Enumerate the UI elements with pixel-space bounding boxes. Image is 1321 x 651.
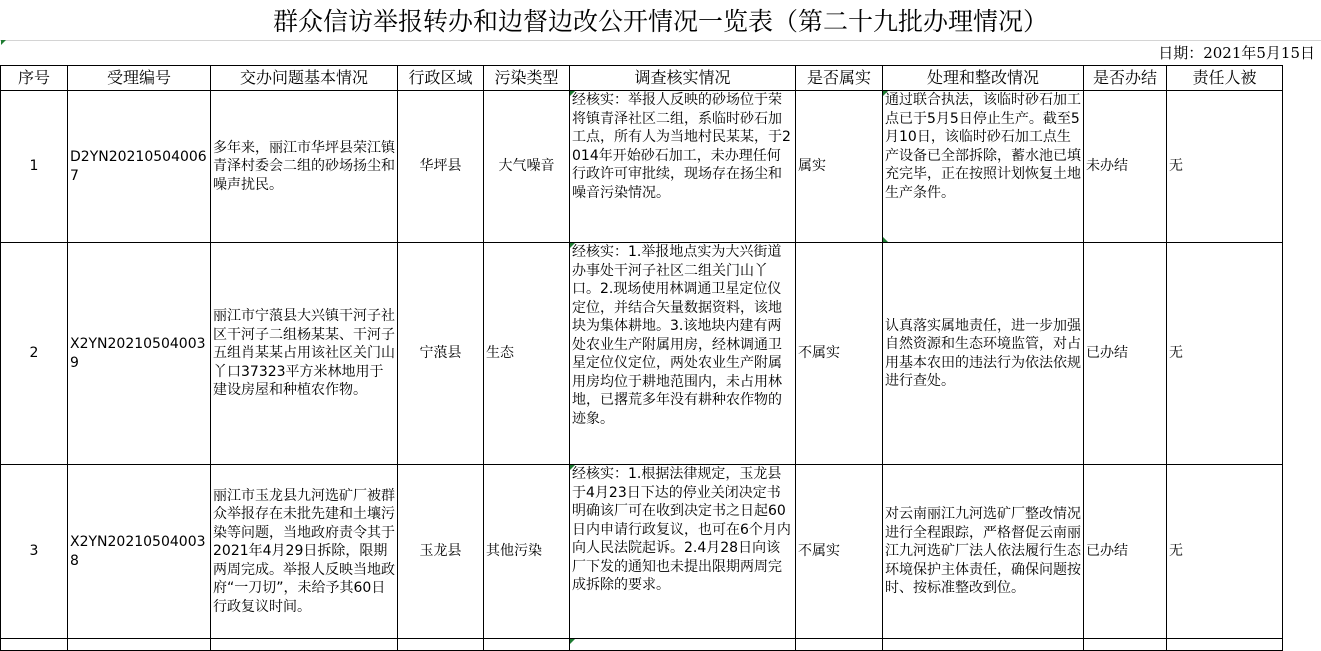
cell-code[interactable]: X2YN202105040039	[68, 243, 211, 465]
cell-comment-marker	[883, 237, 888, 242]
cell-handling-text: 通过联合执法，该临时砂石加工点已于5月5日停止生产。截至5月10日，该临时砂石加工点生产设备已全部拆除，蓄水池已填充完毕，正在按照计划恢复土地生产条件。	[885, 92, 1081, 201]
cell-empty[interactable]	[570, 639, 796, 651]
cell-issue[interactable]: 丽江市宁蒗县大兴镇干河子社区干河子二组杨某某、干河子五组肖某某占用该社区关门山丫口37323平方米林地用于建设房屋和种植农作物。	[211, 243, 398, 465]
cell-issue[interactable]: 多年来，丽江市华坪县荣江镇青泽村委会二组的砂场扬尘和噪声扰民。	[211, 91, 398, 243]
table-row	[1, 465, 1283, 639]
cell-empty[interactable]	[796, 639, 883, 651]
header-handling: 处理和整改情况	[883, 66, 1084, 91]
cell-empty[interactable]	[1084, 639, 1167, 651]
cell-empty[interactable]	[484, 639, 570, 651]
header-issue: 交办问题基本情况	[211, 66, 398, 91]
cell-empty[interactable]	[398, 639, 484, 651]
header-verified: 是否属实	[796, 66, 883, 91]
cell-investigation[interactable]	[570, 91, 796, 243]
cell-seq[interactable]: 2	[1, 243, 68, 465]
cell-accountability[interactable]: 无	[1167, 243, 1283, 465]
cell-pollution[interactable]: 生态	[484, 243, 570, 465]
cell-verified[interactable]: 不属实	[796, 243, 883, 465]
cell-empty[interactable]	[1, 639, 68, 651]
table-row	[1, 91, 1283, 243]
cell-comment-marker	[570, 91, 575, 96]
header-closed: 是否办结	[1084, 66, 1167, 91]
cell-comment-marker	[1, 40, 6, 45]
cell-code[interactable]: D2YN202105040067	[68, 91, 211, 243]
cell-pollution[interactable]: 其他污染	[484, 465, 570, 639]
header-region: 行政区域	[398, 66, 484, 91]
cell-accountability[interactable]: 无	[1167, 465, 1283, 639]
header-code: 受理编号	[68, 66, 211, 91]
cell-investigation[interactable]	[570, 243, 796, 465]
header-pollution: 污染类型	[484, 66, 570, 91]
cell-comment-marker	[570, 465, 575, 470]
cell-closed[interactable]: 已办结	[1084, 243, 1167, 465]
cell-investigation[interactable]	[570, 465, 796, 639]
cell-investigation-text: 经核实：1.举报地点实为大兴街道办事处干河子社区二组关门山丫口。2.现场使用林调通卫星定位仪定位，并结合矢量数据资料，该地块为集体耕地。3.该地块内建有两处农业生产附属用房，经林调通卫星定位仪定位，两处农业生产附属用房均位于耕地范围内，未占用林地，已撂荒多年没有耕种农作物的迹象。	[572, 244, 782, 427]
report-table	[0, 65, 1283, 651]
cell-handling[interactable]: 对云南丽江九河选矿厂整改情况进行全程跟踪，严格督促云南丽江九河选矿厂法人依法履行生态环境保护主体责任，确保问题按时、按标准整改到位。	[883, 465, 1084, 639]
cell-code[interactable]: X2YN202105040038	[68, 465, 211, 639]
header-investigation: 调查核实情况	[570, 66, 796, 91]
cell-comment-marker	[883, 91, 888, 96]
cell-empty[interactable]	[211, 639, 398, 651]
cell-handling[interactable]	[883, 91, 1084, 243]
table-row-partial	[1, 639, 1283, 651]
cell-seq[interactable]: 1	[1, 91, 68, 243]
cell-region[interactable]: 华坪县	[398, 91, 484, 243]
cell-comment-marker	[570, 639, 575, 644]
cell-empty[interactable]	[68, 639, 211, 651]
cell-empty[interactable]	[883, 639, 1084, 651]
cell-verified[interactable]: 属实	[796, 91, 883, 243]
cell-issue[interactable]: 丽江市玉龙县九河选矿厂被群众举报存在未批先建和土壤污染等问题，当地政府责令其于2021年4月29日拆除，限期两周完成。举报人反映当地政府“一刀切”，未给予其60日行政复议时间。	[211, 465, 398, 639]
cell-investigation-text: 经核实：1.根据法律规定，玉龙县于4月23日下达的停业关闭决定书明确该厂可在收到决定书之日起60日内申请行政复议，也可在6个月内向人民法院起诉。2.4月28日向该厂下发的通知也未提出限期两周完成拆除的要求。	[572, 466, 791, 593]
cell-handling[interactable]: 认真落实属地责任，进一步加强自然资源和生态环境监管，对占用基本农田的违法行为依法依规进行查处。	[883, 243, 1084, 465]
cell-verified[interactable]: 不属实	[796, 465, 883, 639]
header-accountability: 责任人被	[1167, 66, 1283, 91]
cell-pollution[interactable]: 大气噪音	[484, 91, 570, 243]
cell-seq[interactable]: 3	[1, 465, 68, 639]
report-date: 日期：2021年5月15日	[1158, 44, 1315, 62]
cell-closed[interactable]: 已办结	[1084, 465, 1167, 639]
cell-region[interactable]: 宁蒗县	[398, 243, 484, 465]
header-row	[1, 66, 1283, 91]
cell-investigation-text: 经核实：举报人反映的砂场位于荣将镇青泽社区二组，系临时砂石加工点，所有人为当地村民某某，于2014年开始砂石加工，未办理任何行政许可审批续，现场存在扬尘和噪音污染情况。	[572, 92, 791, 201]
table-row	[1, 243, 1283, 465]
sheet-title: 群众信访举报转办和边督边改公开情况一览表（第二十九批办理情况）	[0, 0, 1321, 41]
cell-comment-marker	[570, 243, 575, 248]
cell-empty[interactable]	[1167, 639, 1283, 651]
cell-region[interactable]: 玉龙县	[398, 465, 484, 639]
cell-closed[interactable]: 未办结	[1084, 91, 1167, 243]
header-seq: 序号	[1, 66, 68, 91]
cell-accountability[interactable]: 无	[1167, 91, 1283, 243]
